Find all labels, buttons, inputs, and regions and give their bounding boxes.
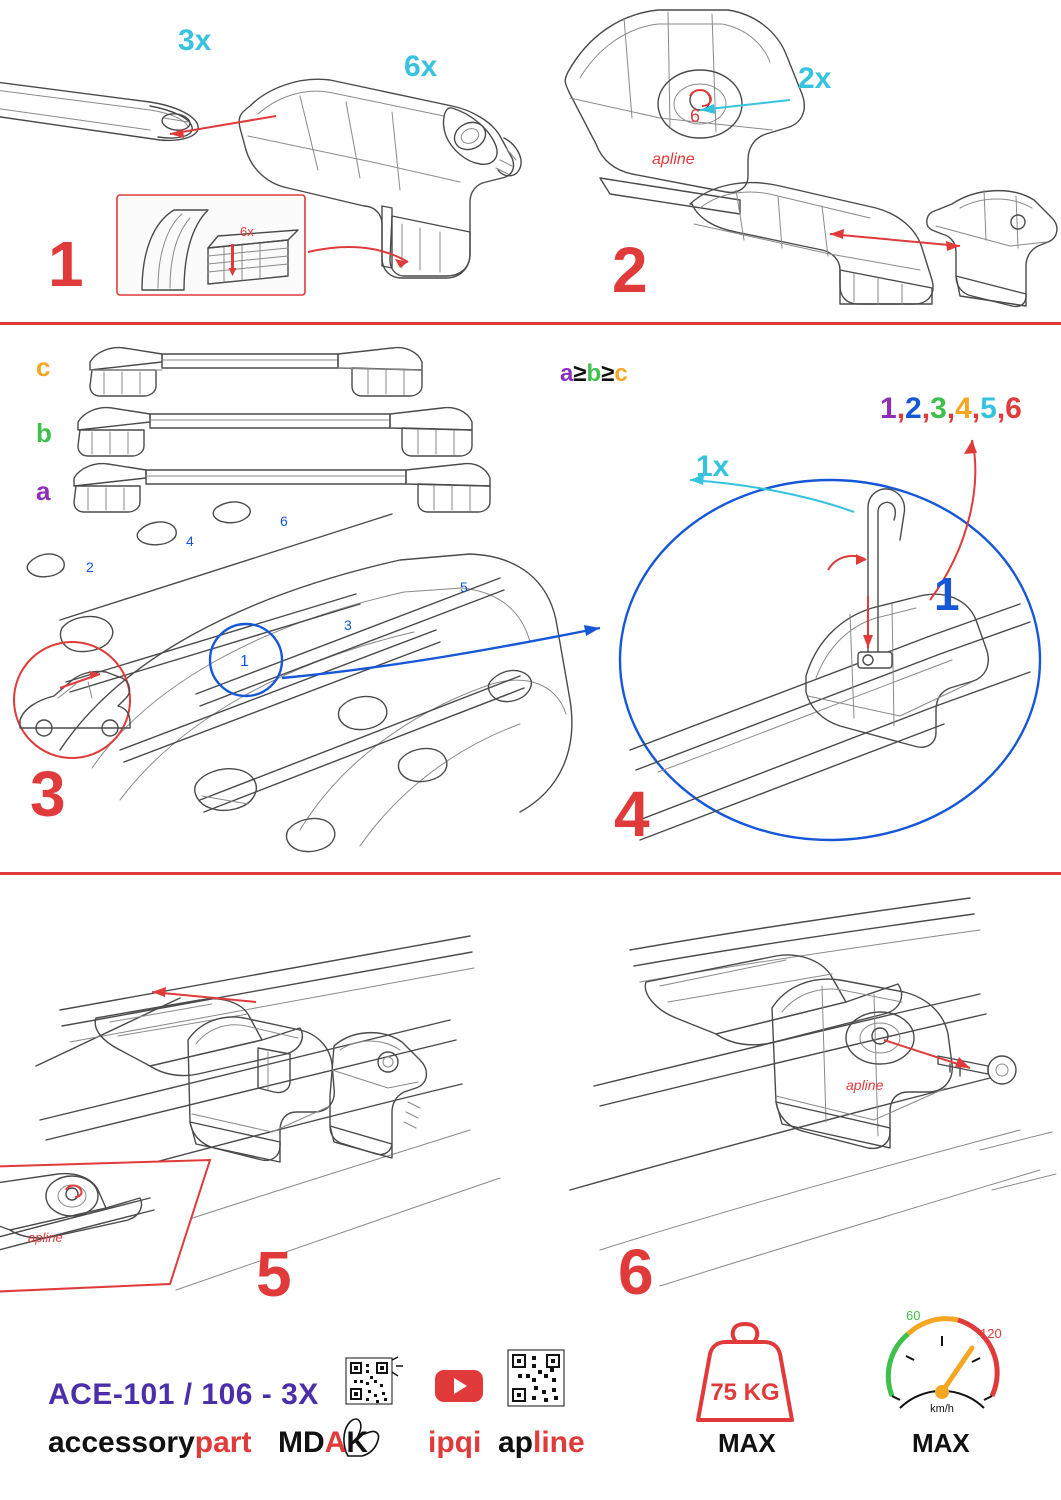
svg-text:1: 1 [240, 653, 249, 670]
size-rule-b: b [586, 360, 602, 387]
svg-text:5: 5 [460, 579, 468, 595]
brand-accessorypart-part2: part [194, 1426, 252, 1459]
step-1-qty-bar: 3x [178, 24, 212, 57]
step-4-sequence: 1,2,3,4,5,6 [880, 392, 1022, 425]
divider-1 [0, 322, 1061, 325]
svg-text:6: 6 [690, 106, 701, 126]
brand-mdak-part2: A [324, 1426, 347, 1459]
brand-apline-part1: ap [498, 1426, 534, 1459]
max-load-icon [680, 1318, 810, 1428]
step-4-qty: 1x [696, 450, 730, 483]
svg-text:60: 60 [906, 1308, 921, 1323]
step-6-number: 6 [618, 1236, 654, 1308]
svg-text:2: 2 [86, 559, 94, 575]
brand-ipqi: ipqi [428, 1426, 482, 1459]
svg-text:apline: apline [28, 1230, 63, 1245]
bar-variants-illustration [70, 340, 490, 512]
step-6-illustration [540, 890, 1061, 1290]
step-1-detail-inset [112, 192, 412, 304]
svg-text:6x: 6x [240, 224, 254, 239]
svg-text:1: 1 [934, 568, 960, 620]
step-3-number: 3 [30, 758, 66, 830]
svg-text:75 KG: 75 KG [710, 1379, 780, 1406]
size-rule-c: c [614, 360, 628, 387]
max-speed-icon [880, 1300, 1010, 1428]
brand-accessorypart-part1: accessory [48, 1426, 195, 1459]
bar-label-c: c [36, 352, 51, 382]
max-load-label: MAX [718, 1428, 776, 1458]
bar-label-b: b [36, 418, 52, 448]
svg-text:apline: apline [846, 1077, 884, 1093]
product-code: ACE-101 / 106 - 3X [48, 1378, 319, 1411]
svg-text:6: 6 [280, 513, 288, 529]
step-4-number: 4 [614, 778, 650, 850]
svg-text:apline: apline [652, 151, 695, 168]
step-1-qty-foot: 6x [404, 50, 438, 83]
step-5-number: 5 [256, 1238, 292, 1310]
max-speed-label: MAX [912, 1428, 970, 1458]
divider-2 [0, 872, 1061, 875]
brand-mdak-part1: MD [278, 1426, 325, 1459]
size-rule-a: a [560, 360, 574, 387]
qr-code-icon[interactable] [506, 1348, 568, 1410]
svg-text:3: 3 [344, 617, 352, 633]
step-3-car-illustration [0, 500, 600, 850]
step-2-number: 2 [612, 234, 648, 306]
bar-label-a: a [36, 476, 51, 506]
step-2-qty: 2x [798, 62, 832, 95]
youtube-icon[interactable] [434, 1366, 484, 1406]
svg-text:km/h: km/h [930, 1403, 954, 1415]
step-1-pointer [150, 112, 280, 142]
brand-apline [498, 1426, 585, 1460]
size-rule: a≥b≥c [560, 360, 628, 387]
svg-text:4: 4 [186, 533, 194, 549]
brand-mdak-part3: K [346, 1426, 368, 1459]
brand-mdak [278, 1426, 368, 1460]
step-4-illustration [600, 420, 1061, 860]
brand-apline-part2: line [533, 1426, 585, 1459]
brand-accessorypart [48, 1426, 251, 1460]
step-1-number: 1 [48, 228, 84, 300]
svg-text:120: 120 [980, 1326, 1002, 1341]
